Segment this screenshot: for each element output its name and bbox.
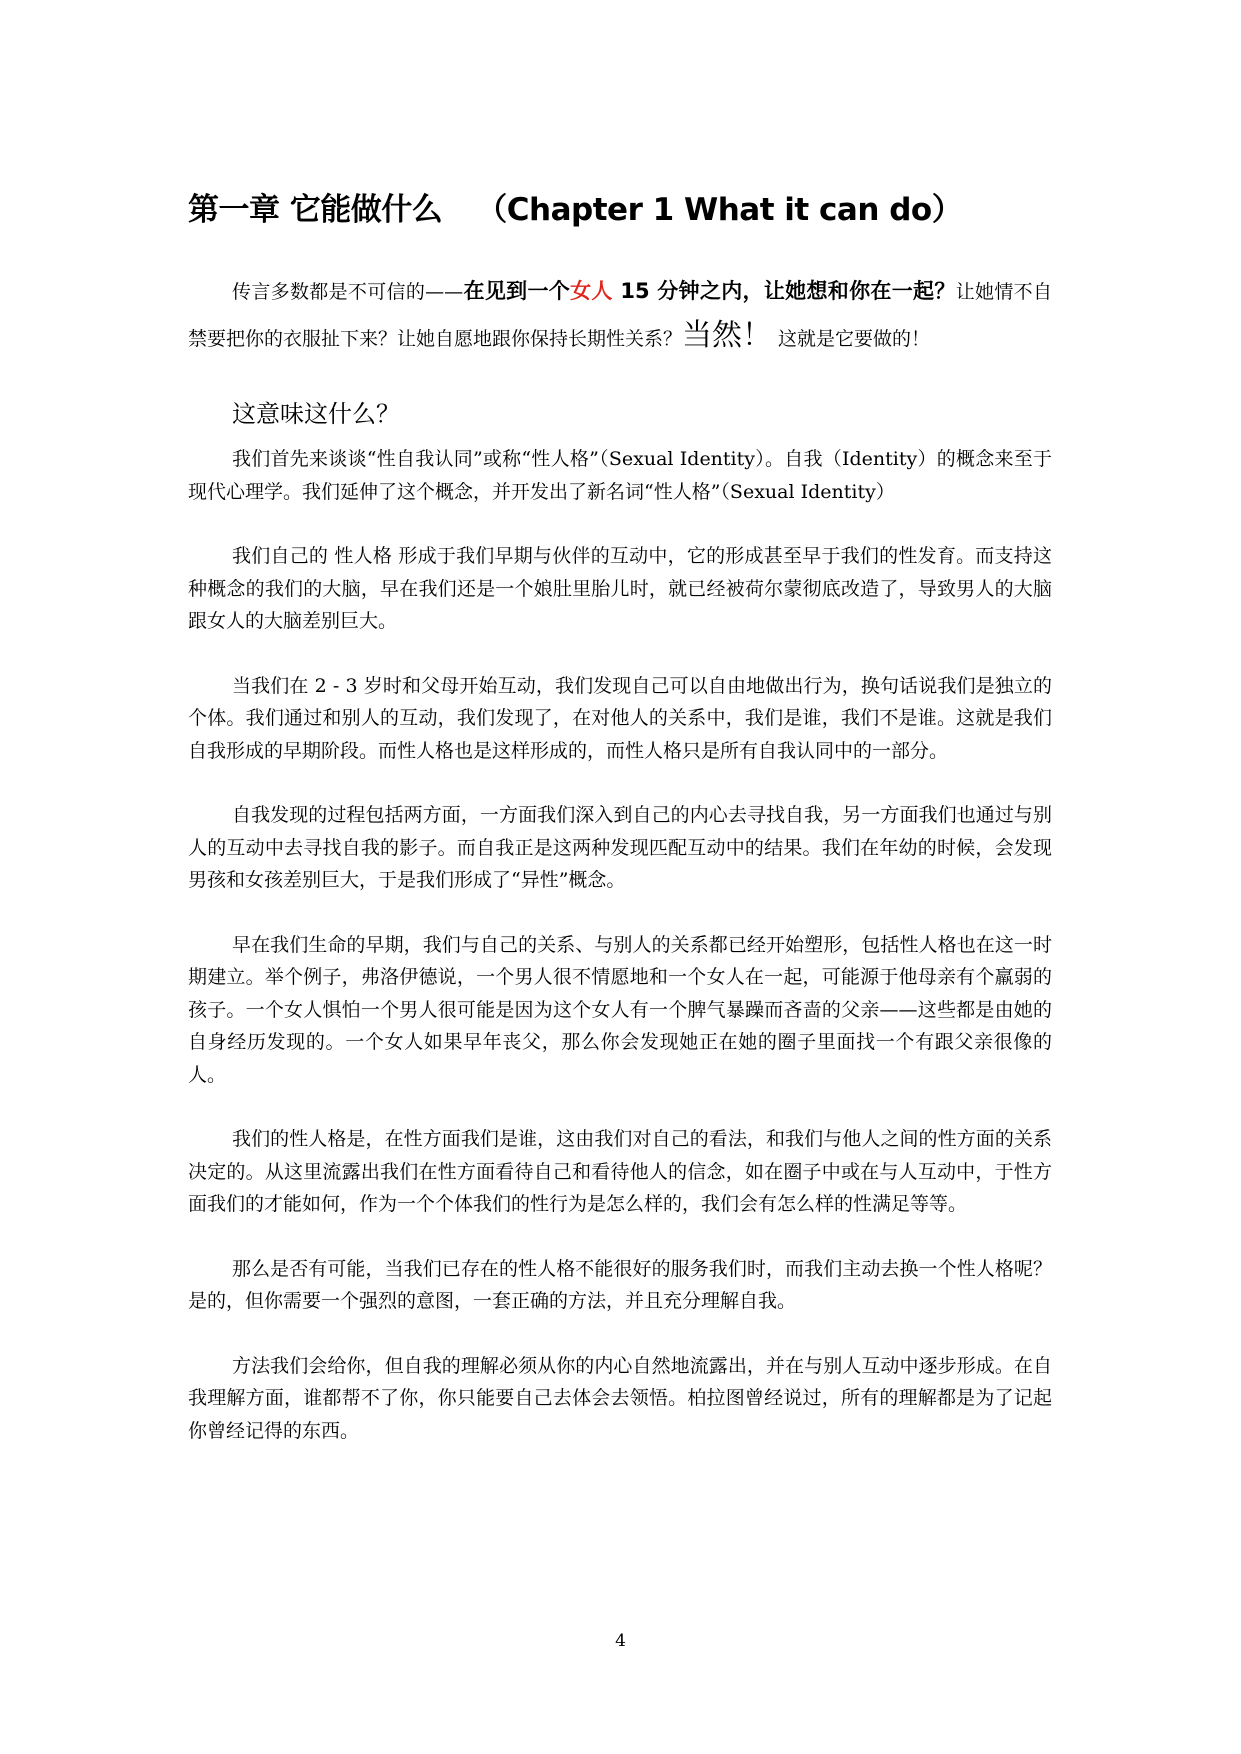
intro-bold-2: 15 分钟之内，让她想和你在一起？ bbox=[612, 279, 956, 303]
body-paragraph-7: 那么是否有可能，当我们已存在的性人格不能很好的服务我们时，而我们主动去换一个性人格呢？是的，但你需要一个强烈的意图，一套正确的方法，并且充分理解自我。 bbox=[188, 1257, 1052, 1312]
intro-red-word: 女人 bbox=[570, 279, 613, 303]
body-paragraph-2: 我们自己的 性人格 形成于我们早期与伙伴的互动中，它的形成甚至早于我们的性发育。而支持这种概念的我们的大脑，早在我们还是一个娘肚里胎儿时，就已经被荷尔蒙彻底改造了，导致男人的大脑跟女人的大脑差别巨大。 bbox=[188, 545, 1052, 632]
body-paragraph-5: 早在我们生命的早期，我们与自己的关系、与别人的关系都已经开始塑形，包括性人格也在这一时期建立。举个例子，弗洛伊德说，一个男人很不情愿地和一个女人在一起，可能源于他母亲有个羸弱的孩子。一个女人惧怕一个男人很可能是因为这个女人有一个脾气暴躁而吝啬的父亲——这些都是由她的自身经历发现的。一个女人如果早年丧父，那么你会发现她正在她的圈子里面找一个有跟父亲很像的人。 bbox=[188, 933, 1052, 1086]
section-heading: 这意味这什么？ bbox=[232, 400, 400, 428]
intro-paragraph bbox=[188, 270, 1052, 361]
body-paragraph-1: 我们首先来谈谈“性自我认同”或称“性人格”（Sexual Identity）。自我（Identity）的概念来至于现代心理学。我们延伸了这个概念，并开发出了新名词“性人格”（Sexual Identity） bbox=[188, 448, 1052, 503]
intro-text-3: 这就是它要做的！ bbox=[772, 328, 931, 350]
document-page bbox=[188, 190, 1052, 1479]
chapter-title-en: （Chapter 1 What it can do） bbox=[476, 192, 963, 228]
body-paragraph-4: 自我发现的过程包括两方面，一方面我们深入到自己的内心去寻找自我，另一方面我们也通过与别人的互动中去寻找自我的影子。而自我正是这两种发现匹配互动中的结果。我们在年幼的时候，会发现男孩和女孩差别巨大，于是我们形成了“异性”概念。 bbox=[188, 804, 1052, 891]
page-number: 4 bbox=[615, 1631, 626, 1651]
intro-text-1: 传言多数都是不可信的—— bbox=[232, 281, 464, 303]
chapter-title bbox=[188, 190, 1052, 230]
body-paragraph-6: 我们的性人格是，在性方面我们是谁，这由我们对自己的看法，和我们与他人之间的性方面的关系决定的。从这里流露出我们在性方面看待自己和看待他人的信念，如在圈子中或在与人互动中，于性方面我们的才能如何，作为一个个体我们的性行为是怎么样的，我们会有怎么样的性满足等等。 bbox=[188, 1128, 1052, 1215]
intro-bold-1: 在见到一个 bbox=[463, 279, 571, 303]
body-paragraph-8: 方法我们会给你，但自我的理解必须从你的内心自然地流露出，并在与别人互动中逐步形成。在自我理解方面，谁都帮不了你，你只能要自己去体会去领悟。柏拉图曾经说过，所有的理解都是为了记起你曾经记得的东西。 bbox=[188, 1354, 1052, 1442]
intro-text-2: 让她情不自禁要把你的衣服扯下来？让她自愿地跟你保持长期性关系？ bbox=[188, 281, 1052, 350]
body-paragraph-3: 当我们在 2 - 3 岁时和父母开始互动，我们发现自己可以自由地做出行为，换句话说我们是独立的个体。我们通过和别人的互动，我们发现了，在对他人的关系中，我们是谁，我们不是谁。这就是我们自我形成的早期阶段。而性人格也是这样形成的，而性人格只是所有自我认同中的一部分。 bbox=[188, 674, 1052, 762]
chapter-title-cn: 第一章 它能做什么 bbox=[188, 192, 443, 228]
intro-big-word: 当然！ bbox=[682, 318, 773, 353]
